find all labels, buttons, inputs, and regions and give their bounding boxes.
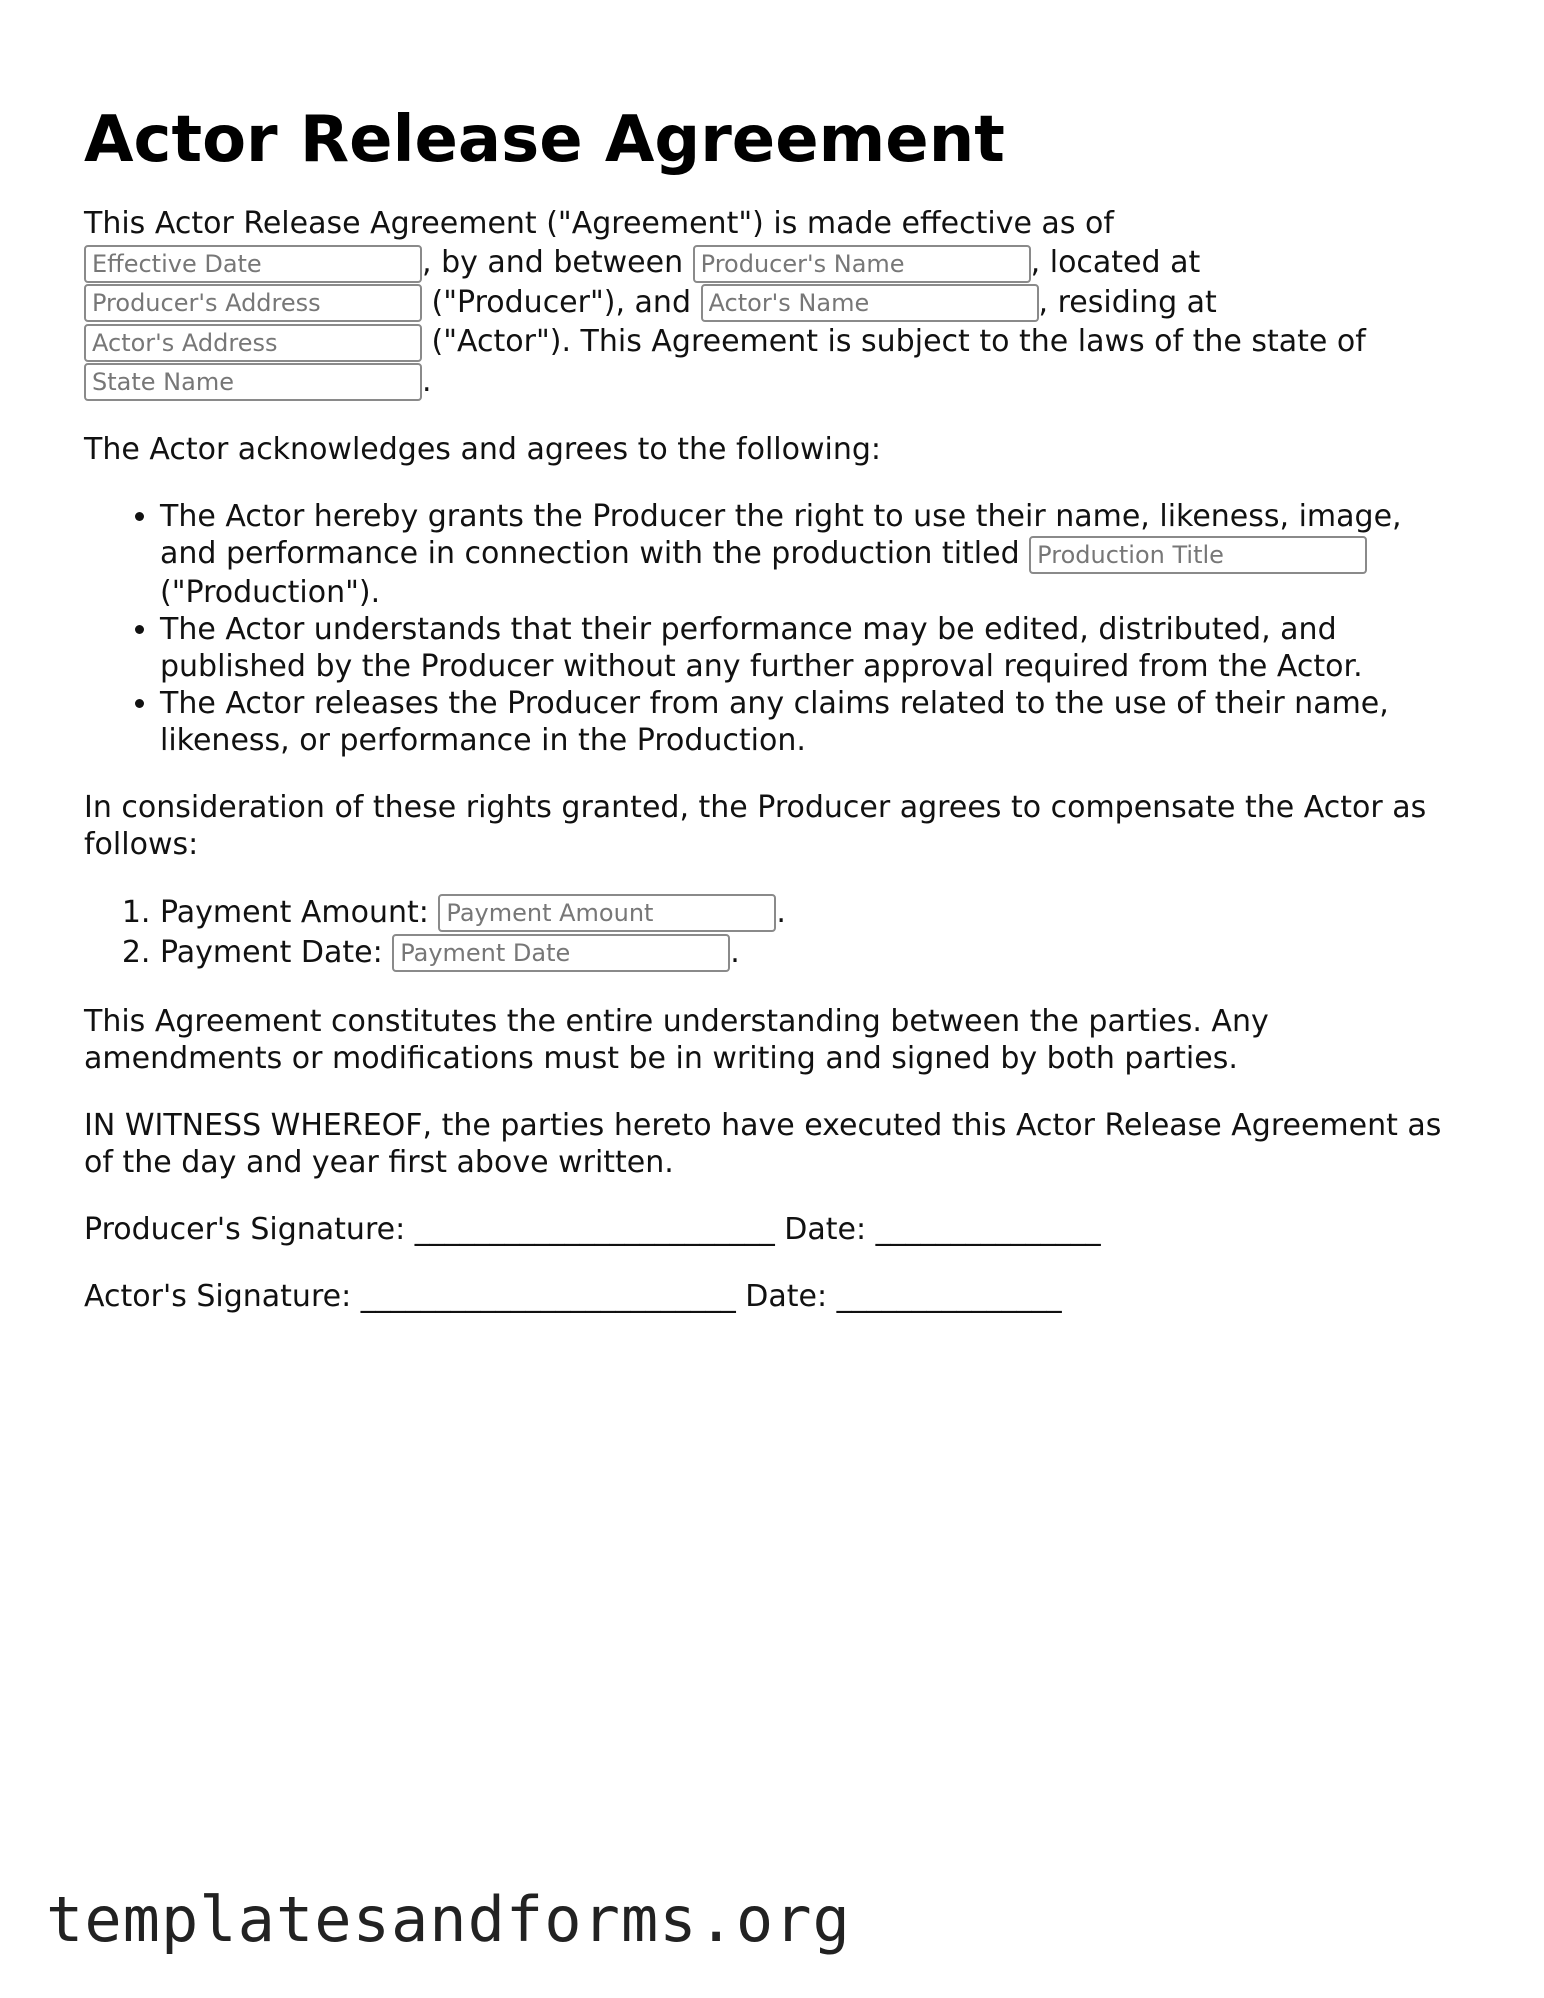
intro-text-1: This Actor Release Agreement ("Agreement") is made effective as of [84, 206, 1114, 241]
grant-item-1-end: ("Production"). [160, 574, 381, 610]
actor-name-input[interactable] [701, 284, 1039, 322]
payments-list [84, 893, 1464, 973]
document-page [84, 100, 1464, 1345]
intro-text-3: , located at [1030, 245, 1201, 280]
intro-text-5: , residing at [1038, 284, 1217, 320]
intro-text-4: ("Producer"), and [422, 284, 701, 320]
list-item [160, 893, 1464, 933]
effective-date-input[interactable] [84, 245, 422, 283]
acknowledge-paragraph: The Actor acknowledges and agrees to the following: [84, 432, 882, 467]
consideration-paragraph: In consideration of these rights granted, the Producer agrees to compensate the Actor as follows: [84, 789, 1427, 862]
payment-amount-end: . [776, 894, 786, 930]
list-item: • The Actor understands that their performance may be edited, distributed, and published by the Producer without any further approval required from the Actor. [160, 611, 1464, 685]
state-name-input[interactable] [84, 363, 422, 401]
page-title: Actor Release Agreement [84, 103, 1005, 177]
producer-name-input[interactable] [693, 245, 1031, 283]
payment-amount-input[interactable] [438, 894, 776, 932]
payment-date-input[interactable] [392, 934, 730, 972]
entire-agreement-paragraph: This Agreement constitutes the entire understanding between the parties. Any amendments or modifications must be in writing and signed by both parties. [84, 1003, 1269, 1076]
intro-text-7: . [422, 363, 432, 399]
producer-signature-line: Producer's Signature: ________________________ Date: _______________ [84, 1211, 1101, 1247]
intro-paragraph [84, 204, 1464, 401]
actor-address-input[interactable] [84, 324, 422, 362]
list-item [160, 498, 1464, 611]
producer-address-input[interactable] [84, 284, 422, 322]
payment-date-end: . [730, 934, 740, 970]
production-title-input[interactable] [1029, 536, 1367, 574]
list-item: • The Actor releases the Producer from any claims related to the use of their name, likeness, or performance in the Production. [160, 685, 1464, 759]
list-item [160, 933, 1464, 973]
watermark: templatesandforms.org [46, 1883, 851, 1956]
grant-item-1-text: The Actor hereby grants the Producer the right to use their name, likeness, image, and performance in connection with the production titled [160, 499, 1402, 571]
payment-date-label: Payment Date: [160, 934, 393, 970]
grants-list [84, 498, 1464, 759]
actor-signature-line: Actor's Signature: _________________________ Date: _______________ [84, 1278, 1062, 1314]
intro-text-2: , by and between [422, 245, 693, 280]
witness-paragraph: IN WITNESS WHEREOF, the parties hereto have executed this Actor Release Agreement as of the day and year first above written. [84, 1107, 1442, 1180]
intro-text-6: ("Actor"). This Agreement is subject to the laws of the state of [422, 324, 1366, 359]
payment-amount-label: Payment Amount: [160, 894, 439, 930]
